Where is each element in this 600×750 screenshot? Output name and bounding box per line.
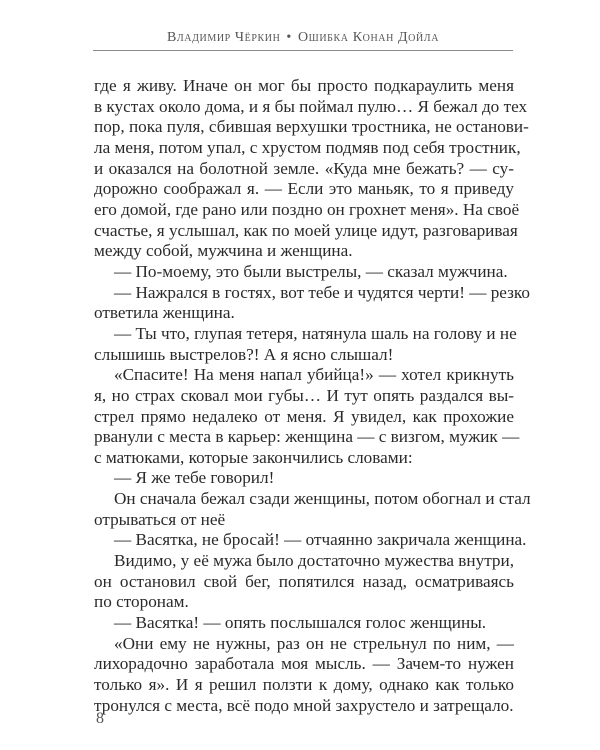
text-line: «Спасите! На меня напал убийца!» — хотел крикнуть bbox=[114, 365, 514, 385]
text-line: и оказался на болотной земле. «Куда мне бежать? — су- bbox=[94, 158, 514, 178]
text-line: слышишь выстрелов?! А я ясно слышал! bbox=[94, 344, 394, 364]
text-line: — Ты что, глупая тетеря, натянула шаль на голову и не bbox=[114, 323, 517, 343]
header-rule bbox=[93, 50, 513, 51]
paragraph bbox=[94, 468, 514, 489]
running-header bbox=[93, 30, 513, 46]
header-author: Владимир Чёркин bbox=[166, 30, 281, 45]
text-line: по сторонам. bbox=[94, 592, 189, 612]
header-title: Ошибка Конан Дойла bbox=[297, 30, 440, 45]
text-line: стрел прямо недалеко от меня. Я увидел, как прохожие bbox=[94, 406, 514, 426]
text-line: дорожно соображал я. — Если это маньяк, то я приведу bbox=[94, 179, 514, 199]
text-line: только я». И я решил ползти к дому, однако как только bbox=[94, 675, 514, 695]
text-line: ла меня, потом упал, с хрустом подмяв под себя тростник, bbox=[94, 137, 521, 157]
paragraph bbox=[94, 262, 514, 283]
paragraph bbox=[94, 365, 520, 468]
text-line: я, но страх сковал мои губы… И тут опять раздался вы- bbox=[94, 385, 514, 405]
text-line: лихорадочно заработала моя мысль. — Зачем-то нужен bbox=[94, 654, 514, 674]
text-line: рванули с места в карьер: женщина — с визгом, мужик — bbox=[94, 427, 520, 447]
paragraph bbox=[94, 551, 514, 613]
paragraph bbox=[94, 76, 529, 262]
paragraph bbox=[94, 323, 517, 365]
text-line: пор, пока пуля, сбившая верхушки тростника, не останови- bbox=[94, 117, 529, 137]
text-line: «Они ему не нужны, раз он не стрельнул по ним, — bbox=[114, 633, 514, 653]
text-line: — Васятка, не бросай! — отчаянно закричала женщина. bbox=[114, 530, 527, 550]
text-line: в кустах около дома, и я бы поймал пулю… Я бежал до тех bbox=[94, 96, 528, 116]
text-line: тронулся с места, всё подо мной захрустело и затрещало. bbox=[94, 695, 514, 715]
text-line: — Я же тебе говорил! bbox=[114, 468, 275, 488]
paragraph bbox=[94, 634, 514, 717]
text-line: где я живу. Иначе он мог бы просто подкараулить меня bbox=[94, 76, 514, 95]
text-line: — Васятка! — опять послышался голос женщины. bbox=[114, 613, 487, 633]
page-body-text bbox=[94, 76, 531, 716]
text-line: счастье, я услышал, как по моей улице идут, разговаривая bbox=[94, 220, 518, 240]
text-line: Он сначала бежал сзади женщины, потом обогнал и стал bbox=[114, 489, 531, 509]
text-line: между собой, мужчина и женщина. bbox=[94, 241, 353, 261]
paragraph bbox=[94, 489, 531, 530]
paragraph bbox=[94, 530, 527, 551]
text-line: он остановил свой бег, попятился назад, осматриваясь bbox=[94, 571, 514, 591]
text-line: его домой, где рано или поздно он грохнет меня». На своё bbox=[94, 199, 520, 219]
header-separator: • bbox=[286, 30, 292, 45]
paragraph bbox=[94, 282, 530, 324]
text-line: отрываться от неё bbox=[94, 509, 226, 529]
text-line: Видимо, у её мужа было достаточно мужества внутри, bbox=[114, 551, 515, 571]
text-line: ответила женщина. bbox=[94, 303, 235, 323]
paragraph bbox=[94, 613, 514, 634]
text-line: — Нажрался в гостях, вот тебе и чудятся черти! — резко bbox=[114, 282, 530, 302]
text-line: — По-моему, это были выстрелы, — сказал мужчина. bbox=[114, 261, 508, 281]
text-line: с матюками, которые закончились словами: bbox=[94, 447, 413, 467]
page-number: 8 bbox=[96, 710, 104, 727]
